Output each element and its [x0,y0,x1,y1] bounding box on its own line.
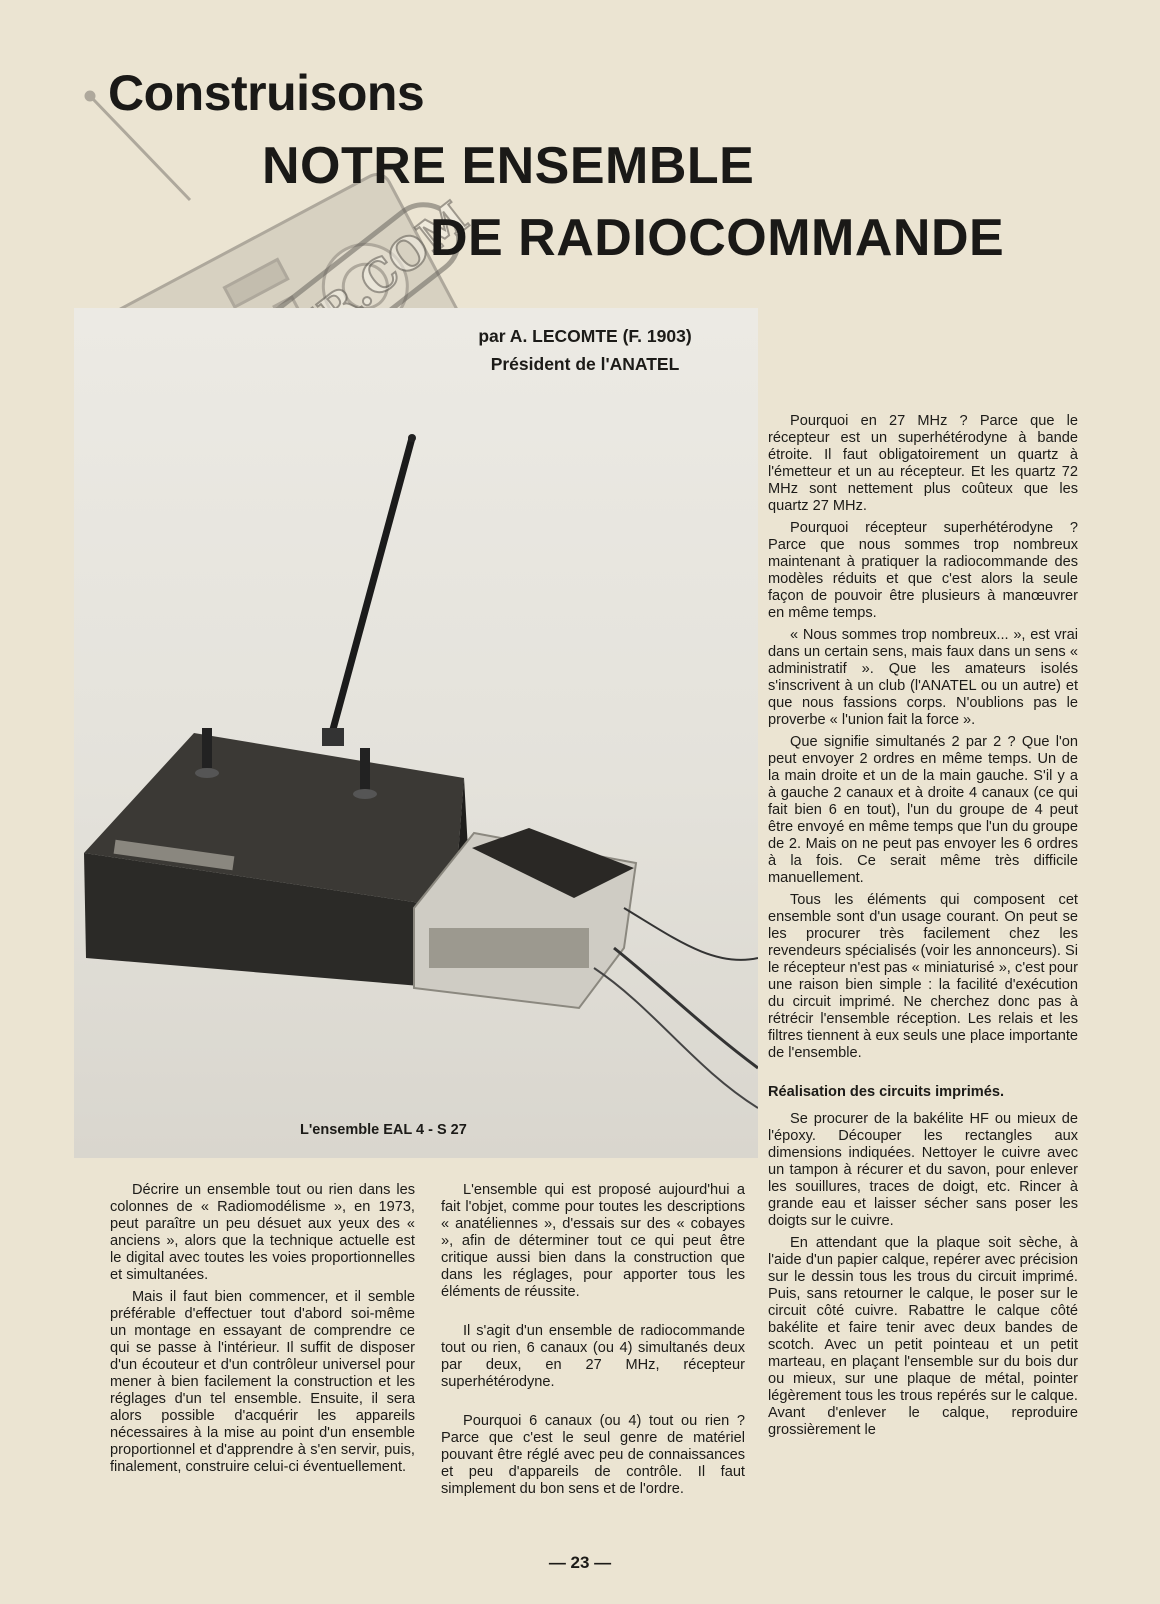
author: par A. LECOMTE (F. 1903) [478,326,692,346]
paragraph: L'ensemble qui est proposé aujourd'hui a fait l'objet, comme pour toutes les descriptions « anatéliennes », d'essais sur des « cobayes », afin de déterminer tout ce qui peut être critique aussi bien dans la construction que dans les réglages, pour apporter tous les éléments de réussite. [441,1182,745,1300]
paragraph: Décrire un ensemble tout ou rien dans les colonnes de « Radiomodélisme », en 1973, peut paraître un peu désuet aux yeux des « anciens », alors que la technique actuelle est le digital avec toutes les voies proportionnelles et simultanées. [110,1182,415,1283]
paragraph: Que signifie simultanés 2 par 2 ? Que l'on peut envoyer 2 ordres en même temps. Un de la main droite et un de la main gauche. S'il y a à gauche 2 canaux et à droite 4 canaux (ce qui fait bien 6 en tout), l'un du groupe de 4 peut être envoyé en même temps que l'un du groupe de 2. Mais on ne peut pas envoyer les 6 ordres à la fois. Ce serait même très difficile manuellement. [768,734,1078,886]
author-role: Président de l'ANATEL [490,354,680,374]
paragraph: Tous les éléments qui composent cet ensemble sont d'un usage courant. On peut se les procurer très facilement chez les revendeurs spécialisés (voir les annonceurs). Si le récepteur n'est pas « miniaturisé », c'est pour une raison bien simple : la facilité d'exécution du circuit imprimé. Ne cherchez donc pas à rétrécir l'ensemble réception. Les relais et les filtres tiennent à eux seuls une place importante de l'ensemble. [768,892,1078,1061]
paragraph: Mais il faut bien commencer, et il semble préférable d'effectuer tout d'abord soi-même un montage en essayant de comprendre ce qui se passe à l'intérieur. Il suffit de disposer d'un écouteur et d'un contrôleur universel pour mener à bien facilement la construction et les réglages d'un tel ensemble. Ensuite, il sera alors possible d'acquérir les appareils nécessaires à la mise au point d'un ensemble proportionnel et d'apprendre à s'en servir, puis, finalement, construire celui-ci éventuellement. [110,1289,415,1475]
section-heading: Réalisation des circuits imprimés. [768,1084,1005,1100]
right-column [768,413,1078,1444]
paragraph: Se procurer de la bakélite HF ou mieux de l'époxy. Découper les rectangles aux dimensions indiquées. Nettoyer le cuivre avec un tampon à récurer et du savon, pour enlever les souillures, traces de doigt, etc. Rincer à grande eau et laisser sécher sans poser les doigts sur le cuivre. [768,1111,1078,1229]
title-line-1: Construisons [108,65,425,121]
bottom-middle-column [441,1182,745,1503]
photo-caption: L'ensemble EAL 4 - S 27 [300,1122,467,1138]
title-line-2: NOTRE ENSEMBLE [262,137,755,195]
paragraph: Pourquoi récepteur superhétérodyne ? Parce que nous sommes trop nombreux maintenant à pratiquer la radiocommande des modèles réduits et que c'est alors la seule façon de pouvoir être plusieurs à manœuvrer en même temps. [768,520,1078,621]
paragraph: Il s'agit d'un ensemble de radiocommande tout ou rien, 6 canaux (ou 4) simultanés deux par deux, en 27 MHz, récepteur superhétérodyne. [441,1323,745,1390]
title-line-3: DE RADIOCOMMANDE [430,209,1005,267]
paragraph: « Nous sommes trop nombreux... », est vrai dans un certain sens, mais faux dans un sens « administratif ». Que les amateurs isolés s'inscrivent à un club (l'ANATEL ou un autre) et que nous fassions corps. N'oublions pas le proverbe « l'union fait la force ». [768,627,1078,728]
paragraph: Pourquoi en 27 MHz ? Parce que le récepteur est un superhétérodyne à bande étroite. Il faut obligatoirement un quartz à l'émetteur et un au récepteur. Et les quartz 72 MHz sont nettement plus coûteux que les quartz 27 MHz. [768,413,1078,514]
transmitter-receiver-illustration [74,308,758,1158]
page-number: — 23 — [548,1553,612,1572]
bottom-left-column [110,1182,415,1481]
byline [420,322,750,378]
paragraph: En attendant que la plaque soit sèche, à l'aide d'un papier calque, repérer avec précision sur le dessin tous les trous du circuit imprimé. Puis, sans retourner le calque, le poser sur le circuit côté cuivre. Rabattre le calque côté bakélite et faire tenir avec deux bandes de scotch. Avec un petit pointeau et un petit marteau, en plaçant l'ensemble sur du bois dur ou mieux, sur une plaque de métal, pointer légèrement tous les trous repérés sur le calque. Avant d'enlever le calque, reproduire grossièrement le [768,1235,1078,1438]
paragraph: Pourquoi 6 canaux (ou 4) tout ou rien ? Parce que c'est le seul genre de matériel pouvant être réglé avec peu de connaissances et peu d'appareils de contrôle. Il faut simplement du bon sens et de l'ordre. [441,1413,745,1497]
product-photo [74,308,758,1158]
